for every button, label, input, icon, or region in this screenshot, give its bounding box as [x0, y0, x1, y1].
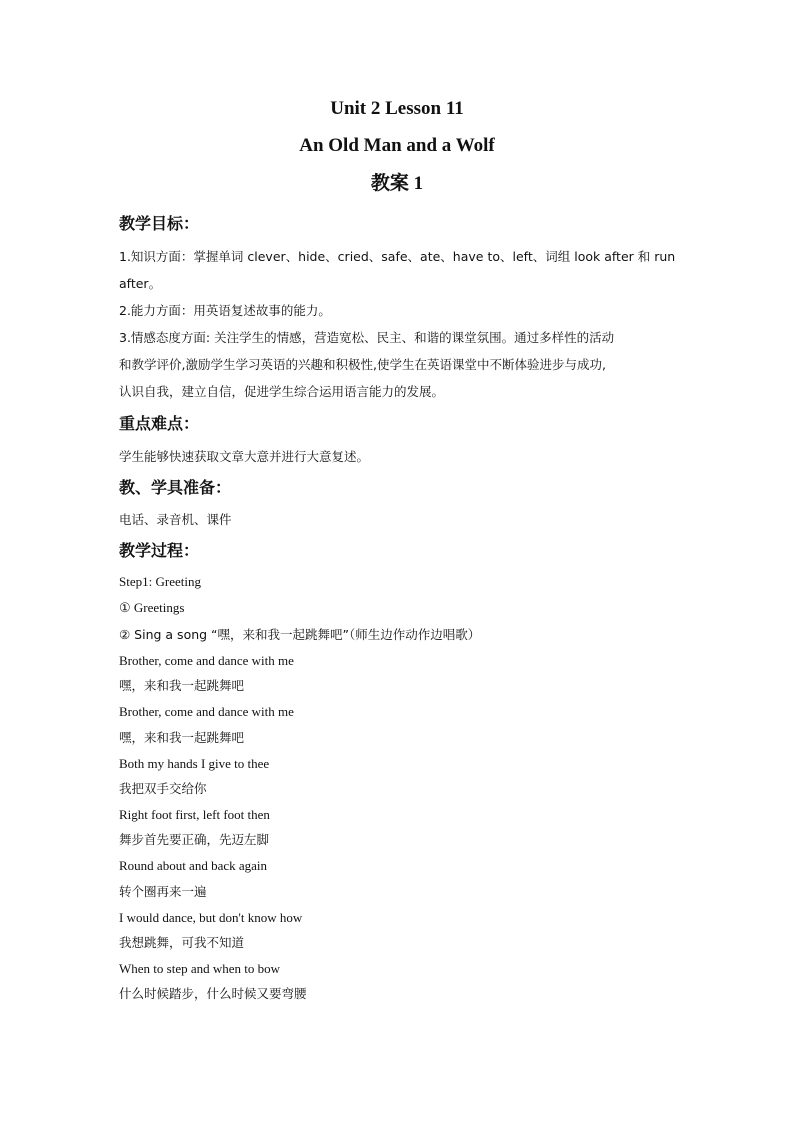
process-line: Both my hands I give to thee	[119, 756, 270, 771]
objective-line-6: 认识自我，建立自信，促进学生综合运用语言能力的发展。	[119, 384, 445, 399]
process-line: 嘿，来和我一起跳舞吧	[119, 678, 245, 693]
process-line: When to step and when to bow	[119, 961, 281, 976]
process-line: 我把双手交给你	[119, 781, 207, 796]
objective-line-4: 3.情感态度方面: 关注学生的情感，营造宽松、民主、和谐的课堂氛围。通过多样性的活动	[119, 330, 615, 345]
process-line: Brother, come and dance with me	[119, 653, 294, 668]
process-line: 我想跳舞，可我不知道	[119, 935, 245, 950]
process-line: ② Sing a song “嘿，来和我一起跳舞吧”（师生边作动作边唱歌）	[119, 627, 481, 642]
document-title-story: An Old Man and a Wolf	[299, 135, 495, 156]
process-line: Brother, come and dance with me	[119, 704, 294, 719]
document-title-unit: Unit 2 Lesson 11	[330, 98, 464, 119]
objective-line-5: 和教学评价,激励学生学习英语的兴趣和积极性,使学生在英语课堂中不断体验进步与成功,	[119, 357, 606, 372]
objective-line-1: 1.知识方面：掌握单词 clever、hide、cried、safe、ate、have to、left、词组 look after 和 run	[119, 249, 676, 264]
process-line: 舞步首先要正确，先迈左脚	[119, 832, 270, 847]
objective-line-2: after。	[119, 276, 162, 291]
process-line: I would dance, but don't know how	[119, 910, 303, 925]
heading-objectives: 教学目标：	[119, 214, 200, 233]
materials-line-1: 电话、录音机、课件	[119, 512, 232, 527]
process-line: 转个圈再来一遍	[119, 884, 207, 899]
process-line: Round about and back again	[119, 858, 268, 873]
process-line: Right foot first, left foot then	[119, 807, 270, 822]
document-title-plan: 教案 1	[370, 173, 424, 194]
heading-key-points: 重点难点：	[119, 414, 200, 433]
heading-materials: 教、学具准备：	[119, 478, 232, 497]
process-line: 什么时候踏步，什么时候又要弯腰	[119, 986, 307, 1001]
key-point-line-1: 学生能够快速获取文章大意并进行大意复述。	[119, 449, 370, 464]
process-line: Step1: Greeting	[119, 574, 201, 589]
heading-process: 教学过程：	[119, 541, 200, 560]
process-line: ① Greetings	[119, 600, 185, 615]
objective-line-3: 2.能力方面：用英语复述故事的能力。	[119, 303, 331, 318]
process-line: 嘿，来和我一起跳舞吧	[119, 730, 245, 745]
